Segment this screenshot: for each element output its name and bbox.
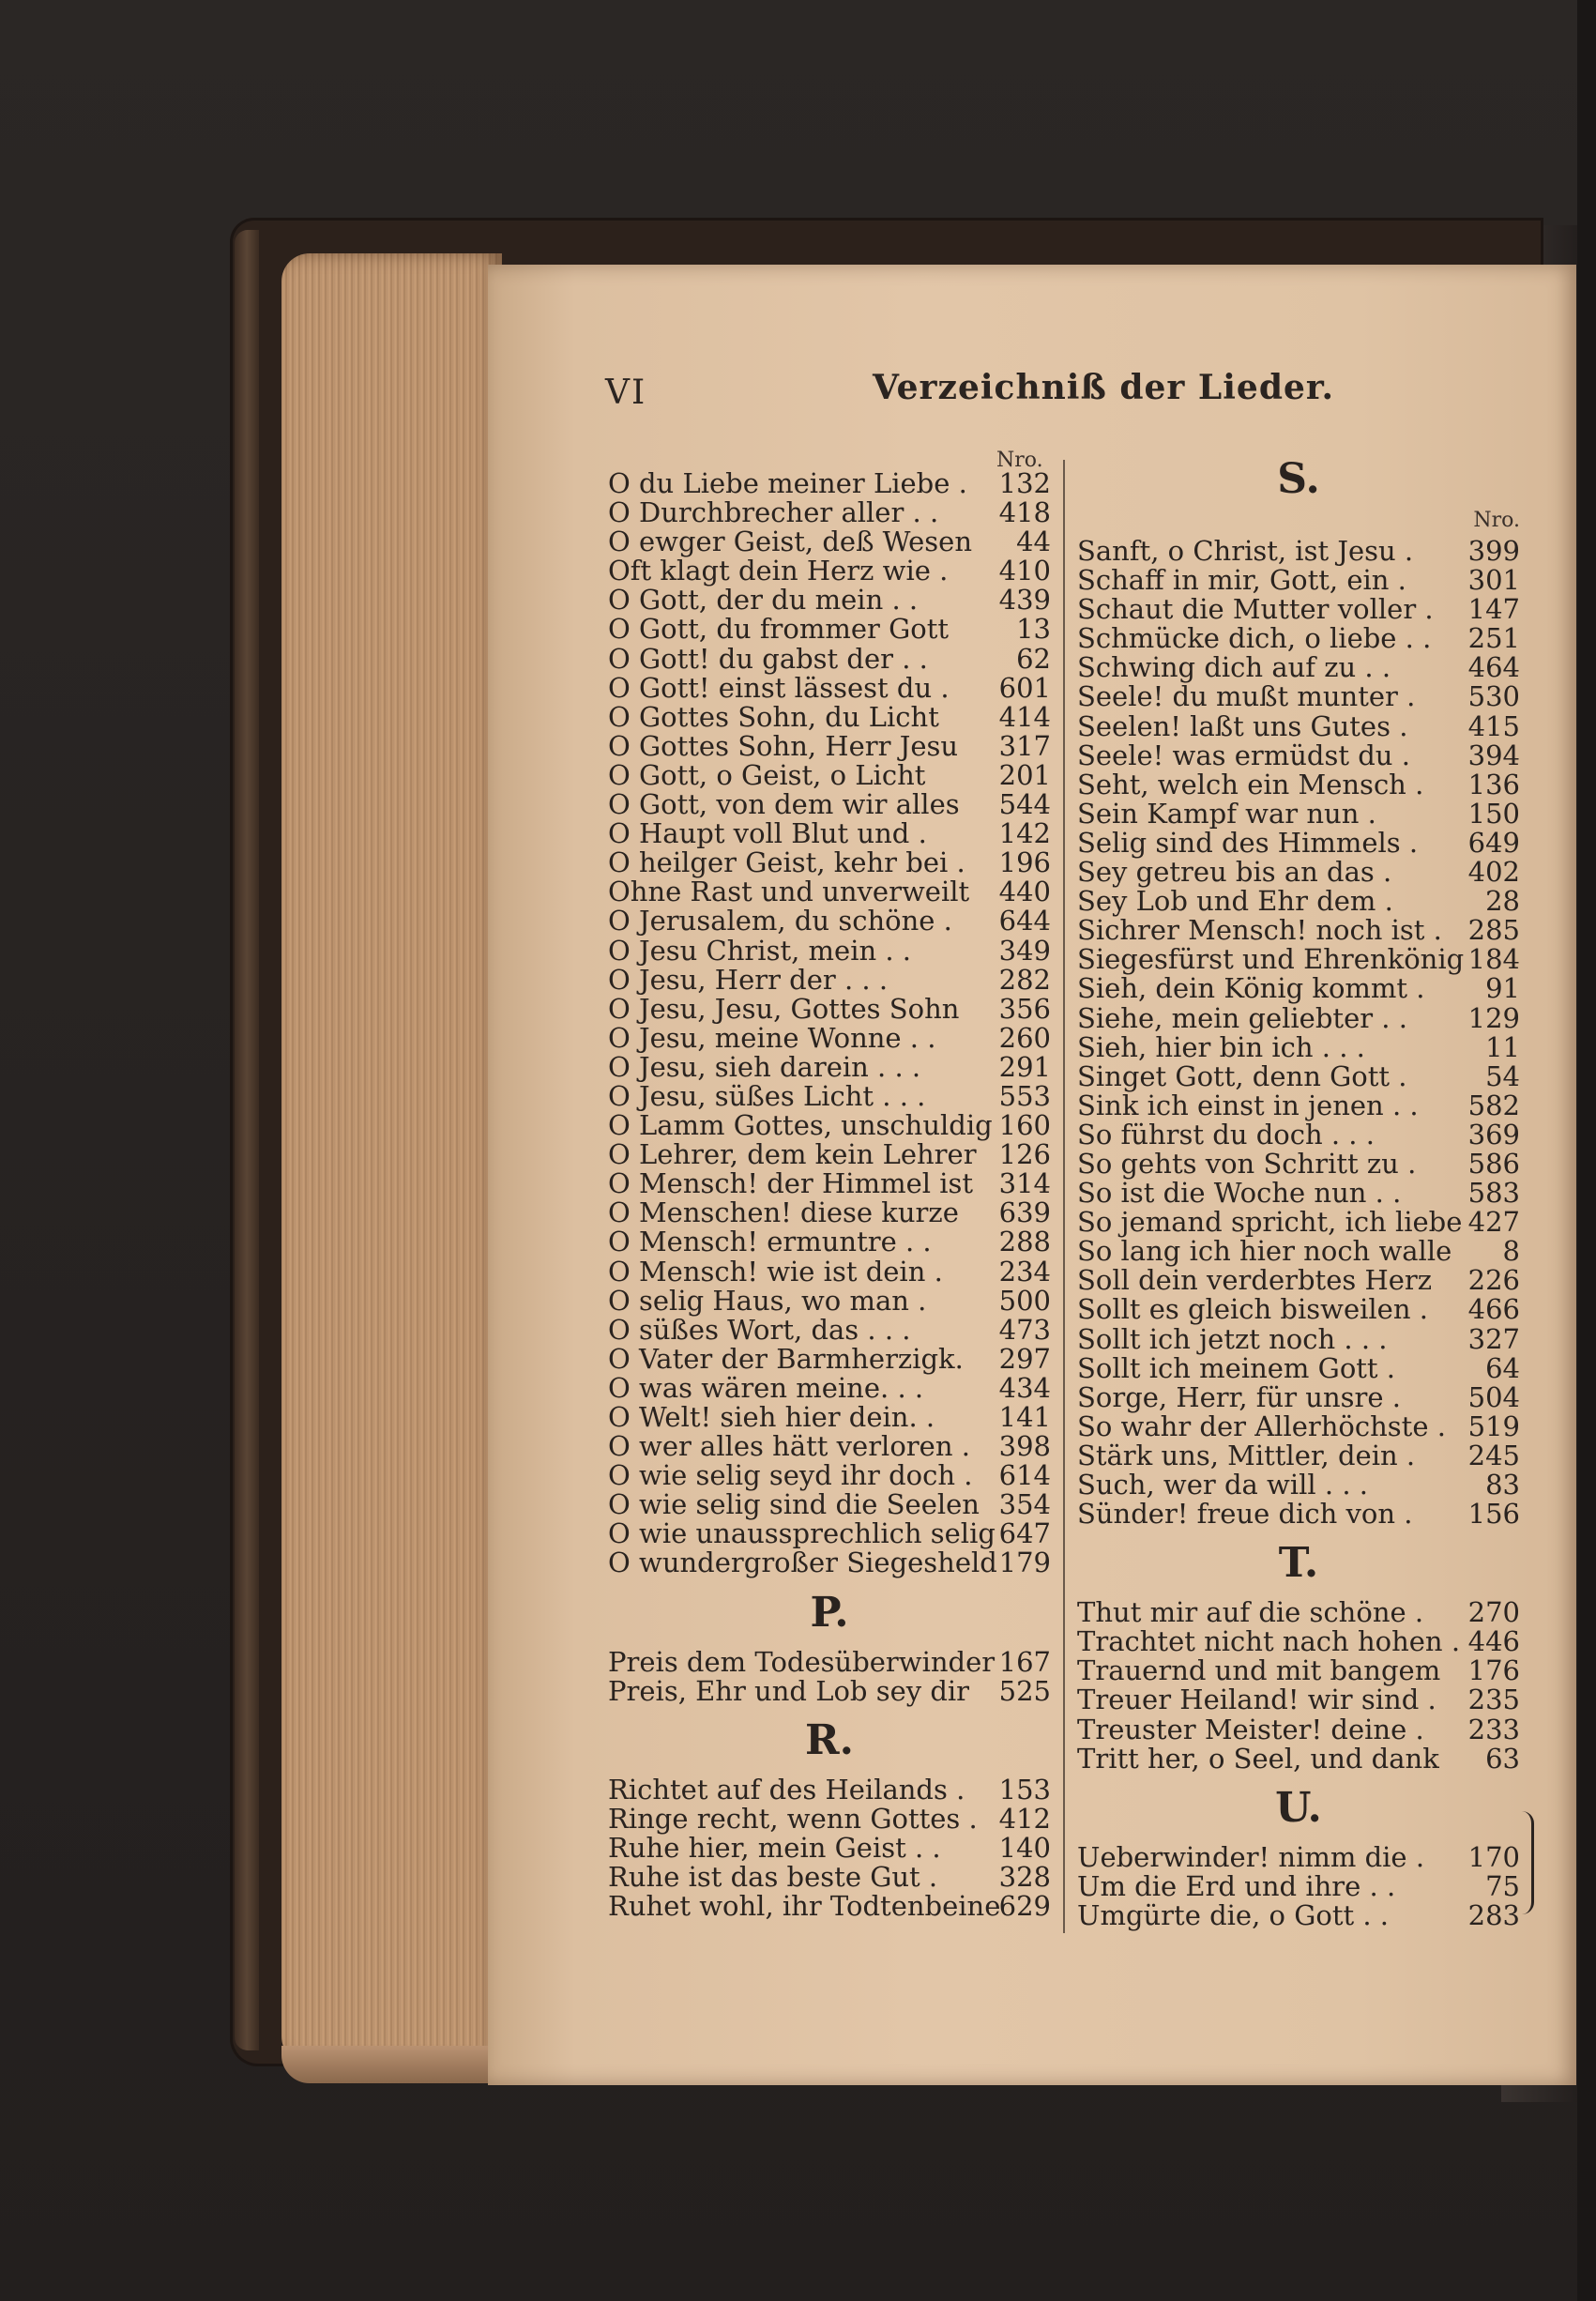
index-entry <box>608 819 1051 848</box>
index-entry <box>1077 1840 1520 1873</box>
entry-number: 179 <box>998 1547 1051 1579</box>
entry-title: O was wären meine. . . <box>608 1371 924 1404</box>
index-entry <box>608 992 1051 1025</box>
entry-title: Sey Lob und Ehr dem . <box>1077 885 1393 918</box>
entry-title: O Gottes Sohn, Herr Jesu <box>608 729 959 762</box>
column-divider <box>1063 460 1065 1933</box>
entry-number: 519 <box>1467 1410 1520 1442</box>
entry-number: 504 <box>1467 1380 1520 1413</box>
entry-number: 644 <box>998 905 1051 937</box>
entry-title: Sieh, dein König kommt . <box>1077 972 1425 1005</box>
entry-number: 473 <box>998 1313 1051 1346</box>
entry-title: O Jerusalem, du schöne . <box>608 905 952 937</box>
entry-number: 530 <box>1467 680 1520 713</box>
s-entries-list <box>1077 537 1520 1529</box>
entry-title: O Gott, o Geist, o Licht <box>608 758 926 791</box>
index-entry <box>1077 1441 1520 1471</box>
index-entry <box>1077 1179 1520 1208</box>
entry-title: O Jesu, sieh darein . . . <box>608 1050 921 1083</box>
index-entry <box>608 498 1051 527</box>
entry-number: 153 <box>998 1773 1051 1806</box>
index-entry <box>608 1342 1051 1375</box>
left-nro-label: Nro. <box>996 449 1043 472</box>
u-entries-list <box>1077 1840 1520 1931</box>
index-entry <box>608 1169 1051 1198</box>
entry-title: Schwing dich auf zu . . <box>1077 651 1391 684</box>
entry-number: 226 <box>1467 1264 1520 1297</box>
index-entry <box>1077 682 1520 711</box>
index-entry <box>1077 1001 1520 1034</box>
entry-title: Sollt es gleich bisweilen . <box>1077 1293 1428 1326</box>
index-entry <box>1077 1147 1520 1180</box>
entry-title: Seelen! laßt uns Gutes . <box>1077 709 1408 742</box>
entry-number: 233 <box>1467 1713 1520 1745</box>
index-entry <box>1077 1656 1520 1685</box>
index-entry <box>1077 1208 1520 1237</box>
index-entry <box>1077 1742 1520 1775</box>
index-entry <box>608 1519 1051 1548</box>
entry-number: 349 <box>998 934 1051 967</box>
entry-title: Schaff in mir, Gott, ein . <box>1077 564 1406 597</box>
entry-number: 44 <box>1016 526 1051 558</box>
index-entry <box>1077 709 1520 742</box>
index-entry <box>1077 1120 1520 1150</box>
entry-title: So lang ich hier noch walle <box>1077 1235 1452 1268</box>
index-entry <box>1077 1898 1520 1931</box>
entry-title: Sein Kampf war nun . <box>1077 797 1376 830</box>
entry-number: 196 <box>998 846 1051 879</box>
entry-number: 317 <box>998 729 1051 762</box>
index-entry <box>1077 1869 1520 1902</box>
entry-title: Sollt ich meinem Gott . <box>1077 1351 1396 1384</box>
index-entry <box>1077 1598 1520 1627</box>
entry-title: Seele! was ermüdst du . <box>1077 739 1410 771</box>
entry-number: 525 <box>998 1674 1051 1707</box>
index-entry <box>1077 770 1520 800</box>
entry-number: 8 <box>1502 1235 1520 1268</box>
entry-number: 464 <box>1467 651 1520 684</box>
entry-title: Preis, Ehr und Lob sey dir <box>608 1674 970 1707</box>
entry-number: 427 <box>1467 1206 1520 1239</box>
entry-title: Trachtet nicht nach hohen . <box>1077 1625 1461 1658</box>
index-entry <box>1077 1030 1520 1063</box>
index-entry <box>608 642 1051 675</box>
entry-number: 544 <box>998 788 1051 821</box>
entry-title: Seele! du mußt munter . <box>1077 680 1416 713</box>
entry-title: So ist die Woche nun . . <box>1077 1177 1402 1210</box>
index-entry <box>608 1313 1051 1346</box>
section-heading-u: U. <box>1275 1783 1322 1832</box>
entry-number: 394 <box>1467 739 1520 771</box>
entry-number: 140 <box>998 1831 1051 1864</box>
entry-title: O heilger Geist, kehr bei . <box>608 846 965 879</box>
entry-title: Sollt ich jetzt noch . . . <box>1077 1322 1388 1355</box>
entry-title: O Gott! du gabst der . . <box>608 642 928 675</box>
index-entry <box>608 1461 1051 1490</box>
r-entries-list <box>608 1775 1051 1921</box>
entry-number: 410 <box>998 555 1051 587</box>
entry-number: 283 <box>1467 1898 1520 1931</box>
entry-number: 446 <box>1467 1625 1520 1658</box>
entry-number: 601 <box>998 671 1051 704</box>
entry-number: 466 <box>1467 1293 1520 1326</box>
index-entry <box>1077 797 1520 830</box>
entry-title: Thut mir auf die schöne . <box>1077 1596 1424 1629</box>
entry-number: 586 <box>1467 1147 1520 1180</box>
entry-number: 176 <box>1467 1654 1520 1687</box>
entry-title: Ruhe hier, mein Geist . . <box>608 1831 941 1864</box>
entry-title: Preis dem Todesüberwinder <box>608 1645 996 1678</box>
t-entries-list <box>1077 1598 1520 1774</box>
index-entry <box>608 934 1051 967</box>
entry-number: 500 <box>998 1284 1051 1317</box>
entry-title: O süßes Wort, das . . . <box>608 1313 911 1346</box>
entry-number: 13 <box>1016 613 1051 646</box>
entry-number: 649 <box>1467 826 1520 859</box>
right-column <box>1077 450 1520 1930</box>
index-entry <box>608 1775 1051 1805</box>
entry-number: 297 <box>998 1342 1051 1375</box>
entry-title: Trauernd und mit bangem <box>1077 1654 1441 1687</box>
left-column <box>608 469 1051 1921</box>
entry-title: Such, wer da will . . . <box>1077 1469 1368 1501</box>
index-entry <box>608 671 1051 704</box>
entry-title: Ohne Rast und unverweilt <box>608 876 970 908</box>
entry-title: Soll dein verderbtes Herz <box>1077 1264 1433 1297</box>
page-block-edges <box>281 253 502 2065</box>
index-entry <box>608 615 1051 644</box>
entry-title: Um die Erd und ihre . . <box>1077 1869 1396 1902</box>
entry-number: 260 <box>998 1021 1051 1054</box>
entry-title: Umgürte die, o Gott . . <box>1077 1898 1389 1931</box>
entry-number: 414 <box>998 700 1051 733</box>
entry-number: 439 <box>998 584 1051 617</box>
entry-number: 369 <box>1467 1118 1520 1150</box>
entry-title: O Jesu Christ, mein . . <box>608 934 912 967</box>
entry-number: 270 <box>1467 1596 1520 1629</box>
entry-title: So jemand spricht, ich liebe <box>1077 1206 1463 1239</box>
entry-number: 553 <box>998 1079 1051 1112</box>
index-entry <box>608 1863 1051 1892</box>
entry-number: 28 <box>1485 885 1520 918</box>
entry-title: Sieh, hier bin ich . . . <box>1077 1030 1365 1063</box>
index-entry <box>1077 1237 1520 1266</box>
entry-title: O Jesu, süßes Licht . . . <box>608 1079 926 1112</box>
index-entry <box>1077 1380 1520 1413</box>
entry-number: 399 <box>1467 535 1520 567</box>
index-entry <box>608 469 1051 498</box>
index-entry <box>1077 566 1520 595</box>
entry-title: O selig Haus, wo man . <box>608 1284 927 1317</box>
entry-title: O Lehrer, dem kein Lehrer <box>608 1138 977 1171</box>
entry-title: Siegesfürst und Ehrenkönig <box>1077 943 1465 976</box>
entry-title: O Welt! sieh hier dein. . <box>608 1401 935 1433</box>
background-edge <box>1577 0 1596 2301</box>
entry-number: 156 <box>1467 1498 1520 1531</box>
entry-title: O Lamm Gottes, unschuldig <box>608 1109 993 1142</box>
entry-number: 91 <box>1485 972 1520 1005</box>
entry-title: O Vater der Barmherzigk. <box>608 1342 964 1375</box>
index-entry <box>608 1831 1051 1864</box>
index-entry <box>608 1257 1051 1287</box>
index-entry <box>608 848 1051 877</box>
entry-number: 440 <box>998 876 1051 908</box>
entry-number: 418 <box>998 496 1051 529</box>
entry-number: 132 <box>998 467 1051 499</box>
index-entry <box>1077 887 1520 916</box>
section-heading-t: T. <box>1278 1539 1319 1588</box>
entry-title: O Haupt voll Blut und . <box>608 817 927 850</box>
index-entry <box>608 1140 1051 1169</box>
entry-number: 147 <box>1467 593 1520 626</box>
entry-number: 614 <box>998 1459 1051 1492</box>
entry-number: 328 <box>998 1861 1051 1894</box>
entry-title: Treuster Meister! deine . <box>1077 1713 1424 1745</box>
entry-title: Oft klagt dein Herz wie . <box>608 555 949 587</box>
entry-number: 301 <box>1467 564 1520 597</box>
index-entry <box>608 1198 1051 1227</box>
index-entry <box>608 729 1051 762</box>
entry-number: 434 <box>998 1371 1051 1404</box>
entry-number: 63 <box>1485 1742 1520 1775</box>
p-entries-list <box>608 1645 1051 1707</box>
entry-title: Sorge, Herr, für unsre . <box>1077 1380 1401 1413</box>
page-folio: VI <box>605 373 647 412</box>
section-heading-p: P. <box>810 1588 849 1637</box>
entry-number: 142 <box>998 817 1051 850</box>
entry-title: O Mensch! wie ist dein . <box>608 1255 943 1288</box>
entry-title: O Gott, du frommer Gott <box>608 613 950 646</box>
entry-number: 141 <box>998 1401 1051 1433</box>
index-entry <box>1077 974 1520 1003</box>
entry-number: 11 <box>1485 1030 1520 1063</box>
entry-number: 62 <box>1016 642 1051 675</box>
index-entry <box>1077 945 1520 974</box>
index-entry <box>608 1371 1051 1404</box>
entry-number: 184 <box>1467 943 1520 976</box>
entry-number: 582 <box>1467 1089 1520 1121</box>
entry-title: Selig sind des Himmels . <box>1077 826 1419 859</box>
entry-title: Ruhet wohl, ihr Todtenbeine <box>608 1890 1001 1923</box>
index-entry <box>608 1645 1051 1678</box>
index-entry <box>1077 1266 1520 1295</box>
index-entry <box>1077 1091 1520 1120</box>
index-entry <box>608 1802 1051 1835</box>
index-entry <box>608 758 1051 791</box>
book-spine <box>235 230 259 2050</box>
entry-title: O Mensch! der Himmel ist <box>608 1167 974 1200</box>
entry-number: 54 <box>1485 1059 1520 1092</box>
entry-number: 251 <box>1467 622 1520 655</box>
index-entry <box>1077 1059 1520 1092</box>
entry-number: 126 <box>998 1138 1051 1171</box>
entry-title: O du Liebe meiner Liebe . <box>608 467 967 499</box>
index-entry <box>1077 826 1520 859</box>
index-entry <box>608 1021 1051 1054</box>
entry-title: O Gott, von dem wir alles <box>608 788 960 821</box>
index-entry <box>608 1079 1051 1112</box>
index-entry <box>608 700 1051 733</box>
entry-title: O Jesu, Herr der . . . <box>608 963 889 996</box>
entry-title: Ringe recht, wenn Gottes . <box>608 1802 978 1835</box>
entry-number: 327 <box>1467 1322 1520 1355</box>
entry-number: 629 <box>998 1890 1051 1923</box>
index-entry <box>608 527 1051 556</box>
entry-title: O Gott! einst lässest du . <box>608 671 950 704</box>
entry-title: O wie unaussprechlich selig <box>608 1517 996 1550</box>
index-entry <box>1077 1412 1520 1441</box>
entry-number: 398 <box>998 1430 1051 1463</box>
index-entry <box>1077 1351 1520 1384</box>
entry-number: 282 <box>998 963 1051 996</box>
entry-title: Seht, welch ein Mensch . <box>1077 768 1424 800</box>
index-entry <box>608 790 1051 819</box>
entry-title: Ruhe ist das beste Gut . <box>608 1861 938 1894</box>
entry-title: Richtet auf des Heilands . <box>608 1773 965 1806</box>
entry-title: Ueberwinder! nimm die . <box>1077 1840 1425 1873</box>
entry-title: O Jesu, meine Wonne . . <box>608 1021 936 1054</box>
index-entry <box>1077 858 1520 887</box>
entry-title: Siehe, mein geliebter . . <box>1077 1001 1407 1034</box>
entry-number: 415 <box>1467 709 1520 742</box>
right-nro-label: Nro. <box>1473 509 1520 532</box>
entry-title: Schaut die Mutter voller . <box>1077 593 1434 626</box>
entry-number: 647 <box>998 1517 1051 1550</box>
index-entry <box>608 1403 1051 1432</box>
entry-number: 402 <box>1467 856 1520 889</box>
entry-title: Tritt her, o Seel, und dank <box>1077 1742 1439 1775</box>
entry-title: O Mensch! ermuntre . . <box>608 1226 932 1258</box>
index-entry <box>1077 916 1520 945</box>
index-entry <box>608 1227 1051 1257</box>
index-entry <box>1077 741 1520 770</box>
entry-title: Treuer Heiland! wir sind . <box>1077 1684 1436 1716</box>
entry-title: Stärk uns, Mittler, dein . <box>1077 1439 1416 1471</box>
index-entry <box>608 1490 1051 1519</box>
entry-number: 639 <box>998 1196 1051 1229</box>
index-entry <box>608 1284 1051 1317</box>
entry-number: 83 <box>1485 1469 1520 1501</box>
entry-number: 583 <box>1467 1177 1520 1210</box>
index-entry <box>1077 624 1520 653</box>
entry-title: Sanft, o Christ, ist Jesu . <box>1077 535 1414 567</box>
entry-title: So wahr der Allerhöchste . <box>1077 1410 1446 1442</box>
entry-title: O Gottes Sohn, du Licht <box>608 700 939 733</box>
index-entry <box>1077 1500 1520 1529</box>
index-entry <box>608 907 1051 936</box>
entry-number: 167 <box>998 1645 1051 1678</box>
entry-number: 234 <box>998 1255 1051 1288</box>
index-entry <box>608 877 1051 907</box>
entry-title: O wer alles hätt verloren . <box>608 1430 970 1463</box>
entry-title: Sichrer Mensch! noch ist . <box>1077 914 1442 947</box>
index-entry <box>1077 1685 1520 1714</box>
entry-number: 291 <box>998 1050 1051 1083</box>
entry-title: O ewger Geist, deß Wesen <box>608 526 973 558</box>
entry-number: 129 <box>1467 1001 1520 1034</box>
index-entry <box>608 1674 1051 1707</box>
entry-title: So gehts von Schritt zu . <box>1077 1147 1417 1180</box>
index-entry <box>1077 537 1520 566</box>
entry-number: 245 <box>1467 1439 1520 1471</box>
entry-number: 160 <box>998 1109 1051 1142</box>
entry-number: 170 <box>1467 1840 1520 1873</box>
section-heading-s: S. <box>1277 455 1320 503</box>
index-entry <box>1077 1627 1520 1656</box>
margin-bracket-mark <box>1522 1811 1534 1914</box>
page-title: Verzeichniß der Lieder. <box>873 368 1335 407</box>
entry-number: 314 <box>998 1167 1051 1200</box>
entry-number: 285 <box>1467 914 1520 947</box>
entry-number: 354 <box>998 1488 1051 1521</box>
entry-number: 75 <box>1485 1869 1520 1902</box>
o-entries-list <box>608 469 1051 1578</box>
index-entry <box>1077 653 1520 682</box>
entry-number: 235 <box>1467 1684 1520 1716</box>
section-heading-r: R. <box>805 1715 854 1764</box>
entry-number: 150 <box>1467 797 1520 830</box>
entry-title: O Menschen! diese kurze <box>608 1196 959 1229</box>
entry-title: O Jesu, Jesu, Gottes Sohn <box>608 992 960 1025</box>
entry-title: Sünder! freue dich von . <box>1077 1498 1413 1531</box>
entry-title: Sink ich einst in jenen . . <box>1077 1089 1419 1121</box>
entry-title: Sey getreu bis an das . <box>1077 856 1392 889</box>
entry-title: O Durchbrecher aller . . <box>608 496 939 529</box>
entry-title: O wie selig seyd ihr doch . <box>608 1459 973 1492</box>
index-entry <box>608 556 1051 586</box>
entry-number: 136 <box>1467 768 1520 800</box>
index-entry <box>1077 595 1520 624</box>
entry-number: 64 <box>1485 1351 1520 1384</box>
entry-title: So führst du doch . . . <box>1077 1118 1375 1150</box>
entry-title: Singet Gott, denn Gott . <box>1077 1059 1407 1092</box>
entry-number: 412 <box>998 1802 1051 1835</box>
entry-number: 201 <box>998 758 1051 791</box>
entry-number: 356 <box>998 992 1051 1025</box>
index-entry <box>608 963 1051 996</box>
entry-title: Schmücke dich, o liebe . . <box>1077 622 1432 655</box>
entry-title: O wie selig sind die Seelen <box>608 1488 980 1521</box>
index-entry <box>1077 1471 1520 1500</box>
index-entry <box>608 1111 1051 1140</box>
entry-title: O wundergroßer Siegesheld <box>608 1547 997 1579</box>
entry-number: 288 <box>998 1226 1051 1258</box>
index-entry <box>1077 1295 1520 1324</box>
index-entry <box>608 1432 1051 1461</box>
entry-title: O Gott, der du mein . . <box>608 584 919 617</box>
index-entry <box>608 1892 1051 1921</box>
index-entry <box>608 1050 1051 1083</box>
index-entry <box>1077 1322 1520 1355</box>
index-entry <box>608 586 1051 615</box>
index-entry <box>1077 1715 1520 1745</box>
right-nro-row <box>1077 509 1520 537</box>
index-entry <box>608 1548 1051 1577</box>
